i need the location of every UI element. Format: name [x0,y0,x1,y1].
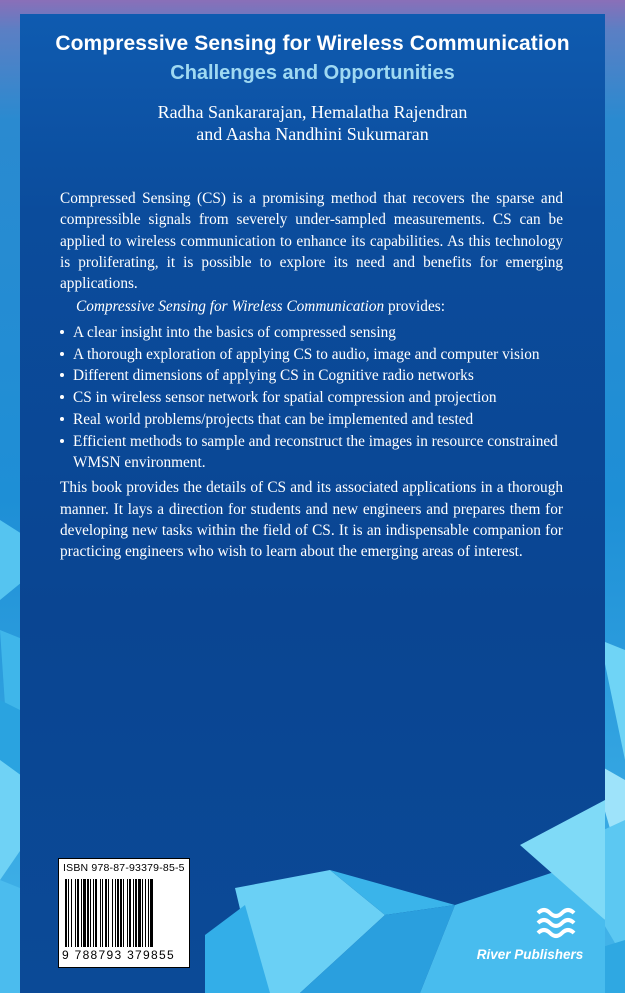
provides-title: Compressive Sensing for Wireless Communication [76,298,385,316]
barcode-bar [77,879,79,947]
list-item: Different dimensions of applying CS in Cognitive radio networks [60,365,563,386]
publisher-name: River Publishers [476,947,584,962]
barcode-bar [138,879,141,947]
barcode-bar [150,879,153,947]
barcode-bar [115,879,116,947]
barcode-bar [112,879,113,947]
barcode-bar [93,879,94,947]
book-description [60,188,563,563]
barcode-bar [117,879,119,947]
barcode-bar [100,879,101,947]
barcode-bar [102,879,103,947]
barcode-bars [65,879,183,947]
book-subtitle: Challenges and Opportunities [170,62,455,84]
intro-paragraph: Compressed Sensing (CS) is a promising method that recovers the sparse and compressible signals from severely under-sampled measurements. CS can be applied to wireless communication to enhance its capabilities. As this technology is proliferating, it is possible to explore its need and benefits for emerging applications. [60,190,563,293]
barcode-digits: 9 788793 379855 [62,948,175,962]
barcode-bar [108,879,109,947]
river-waves-icon [460,895,600,945]
authors [0,101,625,145]
barcode-bar [68,879,69,947]
barcode-bar [133,879,134,947]
list-item: A clear insight into the basics of compressed sensing [60,322,563,343]
publisher-logo [460,895,600,975]
book-title: Compressive Sensing for Wireless Communication [55,32,570,55]
cover-header [0,14,625,145]
barcode-bar [95,879,97,947]
barcode-bar [135,879,137,947]
isbn-label: ISBN 978-87-93379-85-5 [63,862,185,874]
barcode-bar [148,879,149,947]
barcode-bar [142,879,143,947]
barcode-bar [71,879,72,947]
provides-suffix: provides: [384,298,445,316]
barcode-bar [105,879,107,947]
barcode-bar [127,879,128,947]
barcode-bar [75,879,76,947]
provides-line [76,296,563,317]
list-item: CS in wireless sensor network for spatial compression and projection [60,387,563,408]
list-item: Real world problems/projects that can be implemented and tested [60,409,563,430]
closing-paragraph: This book provides the details of CS and its associated applications in a thorough manner. It lays a direction for students and new engineers and prepares them for developing new tasks within the field of CS. It is an indispensable companion for practicing engineers who wish to learn about the emerging areas of interest. [60,479,563,561]
list-item: A thorough exploration of applying CS to audio, image and computer vision [60,344,563,365]
barcode-bar [145,879,146,947]
barcode-bar [87,879,89,947]
list-item: Efficient methods to sample and reconstruct the images in resource constrained WMSN environment. [60,431,563,474]
barcode-bar [123,879,124,947]
authors-line-1: Radha Sankararajan, Hemalatha Rajendran [157,102,468,122]
barcode-bar [129,879,131,947]
isbn-barcode [58,858,190,968]
barcode-bar [81,879,82,947]
barcode-bar [90,879,91,947]
barcode-bar [83,879,86,947]
authors-line-2: and Aasha Nandhini Sukumaran [196,124,429,144]
barcode-bar [65,879,67,947]
barcode-bar [120,879,122,947]
feature-list [60,322,563,474]
